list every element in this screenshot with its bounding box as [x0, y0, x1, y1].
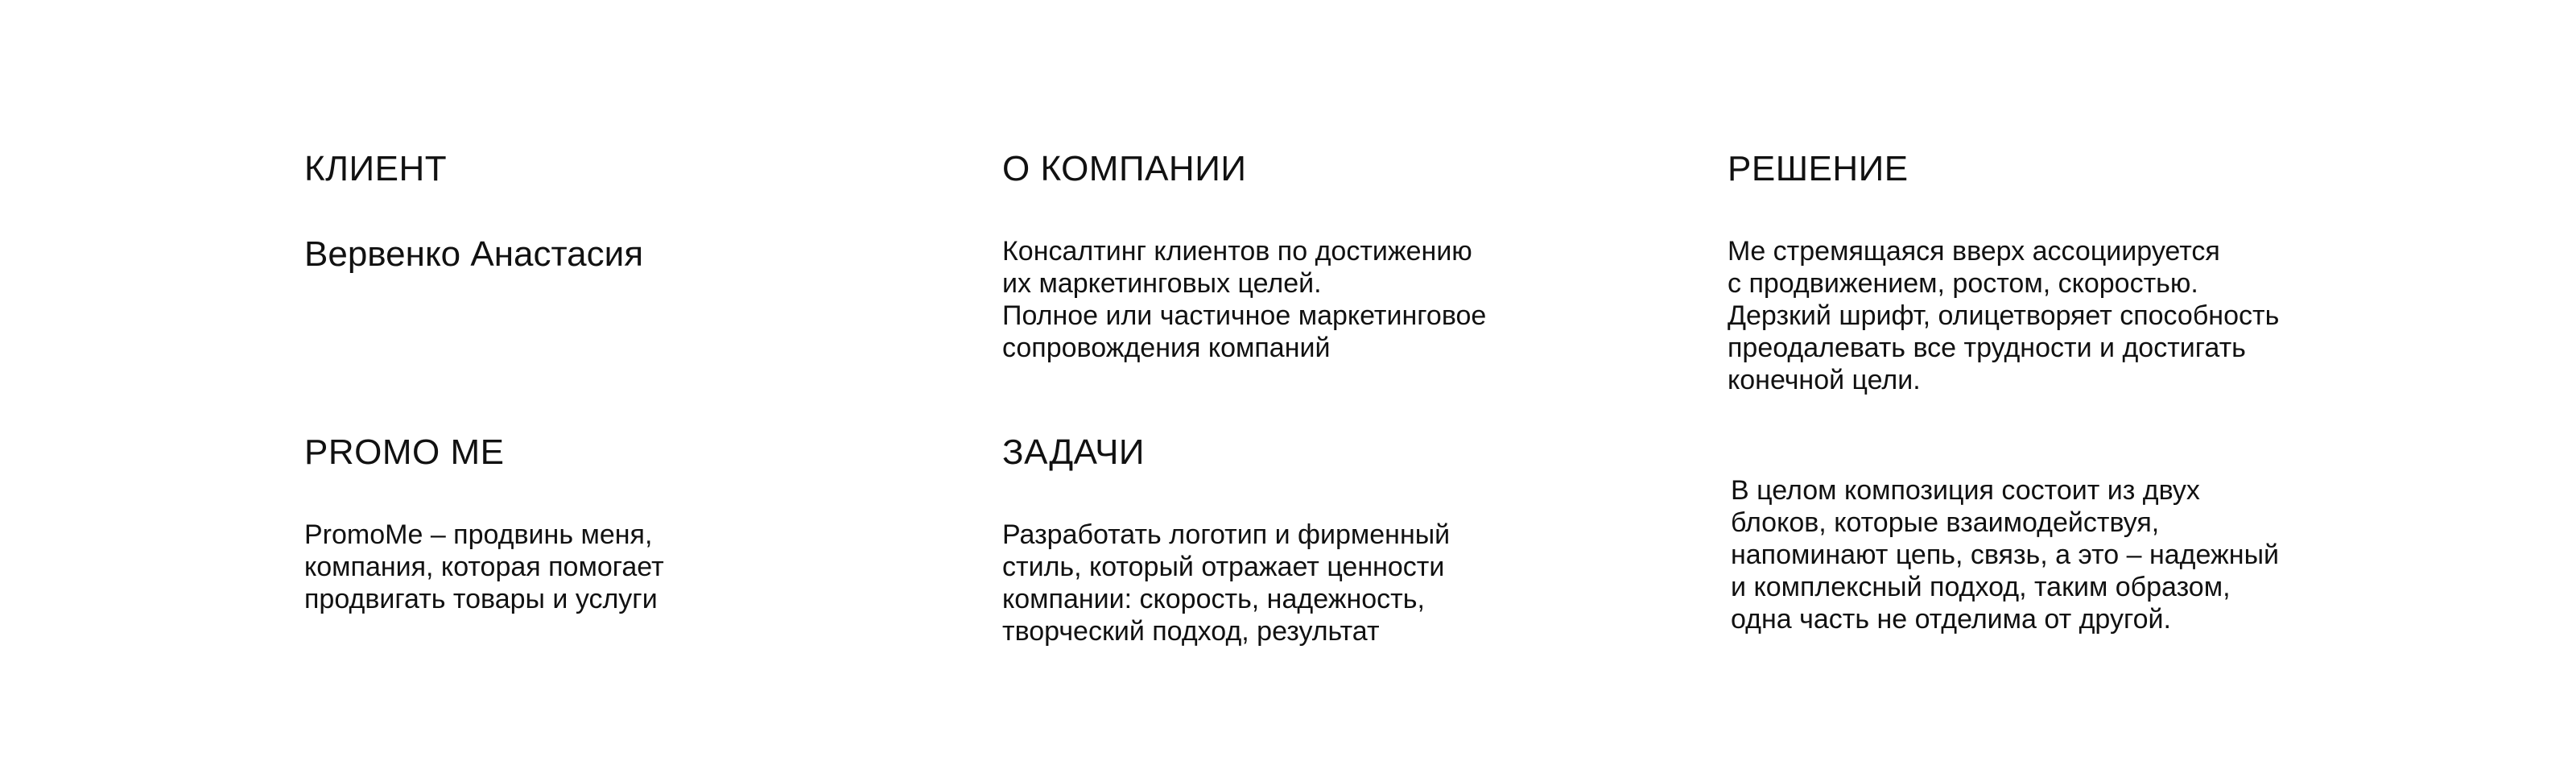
composition-line: и комплексный подход, таким образом, [1731, 572, 2231, 602]
about-paragraph [1002, 235, 1486, 364]
composition-paragraph [1731, 474, 2279, 635]
solution-section [1728, 148, 1909, 190]
about-line: сопровождения компаний [1002, 333, 1331, 363]
client-name: Вервенко Анастасия [304, 234, 644, 274]
about-text [1002, 235, 1486, 364]
tasks-line: компании: скорость, надежность, [1002, 584, 1425, 614]
composition-line: В целом композиция состоит из двух [1731, 475, 2200, 506]
solution-line: конечной цели. [1728, 365, 1921, 395]
solution-line: Дерзкий шрифт, олицетворяет способность [1728, 300, 2280, 331]
composition-line: одна часть не отделима от другой. [1731, 604, 2171, 635]
about-section [1002, 148, 1246, 190]
solution-heading: РЕШЕНИЕ [1728, 149, 1909, 188]
promo-text [304, 519, 664, 615]
composition-line: напоминают цепь, связь, а это – надежный [1731, 540, 2279, 570]
composition-text [1731, 474, 2279, 635]
client-heading: КЛИЕНТ [304, 149, 448, 188]
promo-paragraph [304, 519, 664, 615]
solution-line: преодалевать все трудности и достигать [1728, 333, 2246, 363]
solution-paragraph [1728, 235, 2279, 396]
about-heading: О КОМПАНИИ [1002, 149, 1247, 188]
composition-line: блоков, которые взаимодействуя, [1731, 507, 2160, 538]
about-line: их маркетинговых целей. [1002, 268, 1322, 299]
solution-line: Me стремящаяся вверх ассоциируется [1728, 236, 2220, 267]
client-name-block [304, 234, 643, 275]
solution-line: с продвижением, ростом, скоростью. [1728, 268, 2198, 299]
tasks-text [1002, 519, 1450, 647]
promo-line: PromoMe – продвинь меня, [304, 519, 653, 550]
tasks-section [1002, 432, 1145, 474]
tasks-line: Разработать логотип и фирменный [1002, 519, 1451, 550]
client-section [304, 148, 447, 190]
tasks-line: стиль, который отражает ценности [1002, 552, 1445, 582]
promo-line: компания, которая помогает [304, 552, 664, 582]
promo-section [304, 432, 504, 474]
solution-text [1728, 235, 2279, 396]
about-line: Полное или частичное маркетинговое [1002, 300, 1487, 331]
tasks-heading: ЗАДАЧИ [1002, 432, 1146, 472]
tasks-line: творческий подход, результат [1002, 616, 1380, 647]
about-line: Консалтинг клиентов по достижению [1002, 236, 1472, 267]
tasks-paragraph [1002, 519, 1450, 647]
promo-line: продвигать товары и услуги [304, 584, 658, 614]
promo-heading: PROMO ME [304, 432, 505, 472]
